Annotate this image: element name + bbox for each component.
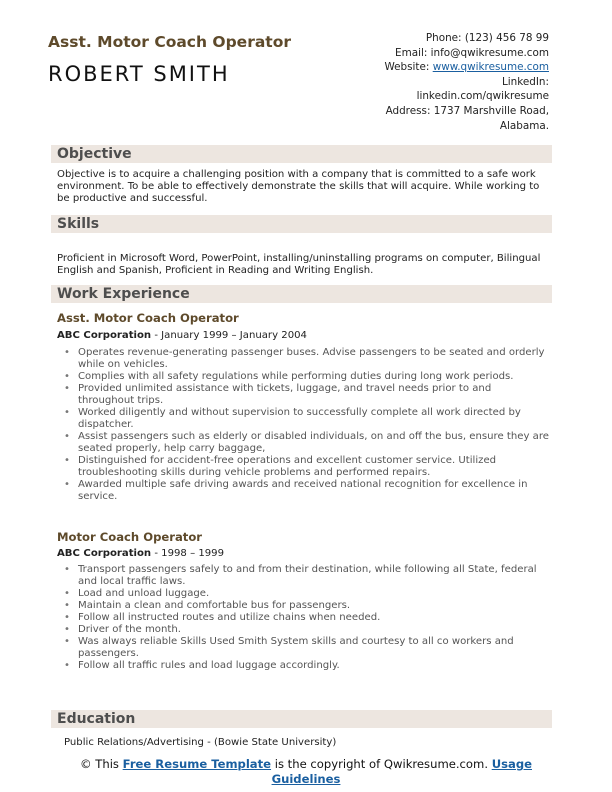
contact-block bbox=[384, 31, 549, 133]
job-duties-list bbox=[64, 347, 550, 503]
list-item: • Driver of the month. bbox=[64, 624, 550, 636]
list-item: • Load and unload luggage. bbox=[64, 588, 550, 600]
education-entry: Public Relations/Advertising - (Bowie State University) bbox=[64, 737, 337, 748]
objective-section-header bbox=[51, 145, 552, 163]
linkedin-label: LinkedIn: bbox=[501, 75, 549, 88]
list-item: • Complies with all safety regulations while performing duties during long work periods. bbox=[64, 371, 550, 383]
address-label: Address: bbox=[385, 104, 431, 117]
job-role: Motor Coach Operator bbox=[57, 530, 203, 544]
skills-text: Proficient in Microsoft Word, PowerPoint, installing/uninstalling programs on computer, Bilingual English and Spanish, Proficient in Reading and Writing English. bbox=[57, 253, 541, 276]
usage-guidelines-link-cont[interactable]: Guidelines bbox=[271, 771, 341, 786]
phone-value: (123) 456 78 99 bbox=[464, 32, 549, 44]
address-line-2: Alabama. bbox=[499, 119, 549, 132]
list-item: • Awarded multiple safe driving awards and received national recognition for excellence in service. bbox=[64, 479, 550, 503]
list-item: • Assist passengers such as elderly or disabled individuals, on and off the bus, ensure they are seated properly, help carry baggage, bbox=[64, 431, 550, 455]
contact-linkedin bbox=[384, 89, 549, 104]
job-company: ABC Corporation bbox=[57, 330, 152, 341]
email-value: info@qwikresume.com bbox=[430, 46, 549, 59]
objective-title: Objective bbox=[57, 146, 132, 162]
objective-text: Objective is to acquire a challenging position with a company that is committed to a safe work environment. To be able to effectively demonstrate the skills that will acquire. While working to be productive and successful. bbox=[57, 169, 540, 204]
job-role: Asst. Motor Coach Operator bbox=[57, 311, 239, 325]
contact-address bbox=[384, 104, 549, 119]
list-item: • Was always reliable Skills Used Smith System skills and courtesy to all co workers and passengers. bbox=[64, 636, 550, 660]
list-item: • Follow all traffic rules and load luggage accordingly. bbox=[64, 660, 550, 672]
free-resume-template-link[interactable]: Free Resume Template bbox=[122, 757, 272, 771]
footer-prefix: © This bbox=[79, 757, 123, 771]
job-dates: - 1998 – 1999 bbox=[151, 548, 225, 559]
linkedin-value: linkedin.com/qwikresume bbox=[416, 90, 549, 103]
phone-label: Phone: bbox=[425, 32, 462, 44]
job-employer bbox=[57, 330, 307, 341]
list-item: • Distinguished for accident-free operations and excellent customer service. Utilized troubleshooting skills during vehicle problems and performed repairs. bbox=[64, 455, 550, 479]
website-label: Website: bbox=[384, 61, 430, 74]
experience-title: Work Experience bbox=[57, 286, 190, 302]
skills-section-header bbox=[51, 215, 552, 233]
usage-guidelines-link[interactable]: Usage bbox=[491, 757, 532, 771]
list-item: • Follow all instructed routes and utilize chains when needed. bbox=[64, 612, 550, 624]
job-company: ABC Corporation bbox=[57, 548, 152, 559]
contact-linkedin-label-row bbox=[384, 75, 549, 90]
address-line-1: 1737 Marshville Road, bbox=[433, 104, 549, 117]
footer-middle: is the copyright of Qwikresume.com. bbox=[271, 757, 492, 771]
skills-title: Skills bbox=[57, 216, 100, 232]
job-employer bbox=[57, 548, 224, 559]
list-item: • Transport passengers safely to and from their destination, while following all State, federal and local traffic laws. bbox=[64, 564, 550, 588]
list-item: • Provided unlimited assistance with tickets, luggage, and travel needs prior to and throughout trips. bbox=[64, 383, 550, 407]
job-dates: - January 1999 – January 2004 bbox=[151, 330, 307, 341]
copyright-footer bbox=[0, 757, 612, 786]
job-title: Asst. Motor Coach Operator bbox=[48, 33, 292, 51]
list-item: • Operates revenue-generating passenger buses. Advise passengers to be seated and orderly while on vehicles. bbox=[64, 347, 550, 371]
email-label: Email: bbox=[395, 46, 428, 59]
contact-email bbox=[384, 46, 549, 61]
candidate-name: ROBERT SMITH bbox=[48, 62, 230, 86]
job-duties-list bbox=[64, 564, 550, 672]
contact-website bbox=[384, 60, 549, 75]
education-section-header bbox=[51, 710, 552, 728]
experience-section-header bbox=[51, 285, 552, 303]
list-item: • Worked diligently and without supervision to successfully complete all work directed by dispatcher. bbox=[64, 407, 550, 431]
contact-address-2 bbox=[384, 119, 549, 134]
contact-phone bbox=[384, 31, 549, 46]
website-link[interactable]: www.qwikresume.com bbox=[432, 61, 549, 74]
list-item: • Maintain a clean and comfortable bus for passengers. bbox=[64, 600, 550, 612]
education-title: Education bbox=[57, 711, 136, 727]
